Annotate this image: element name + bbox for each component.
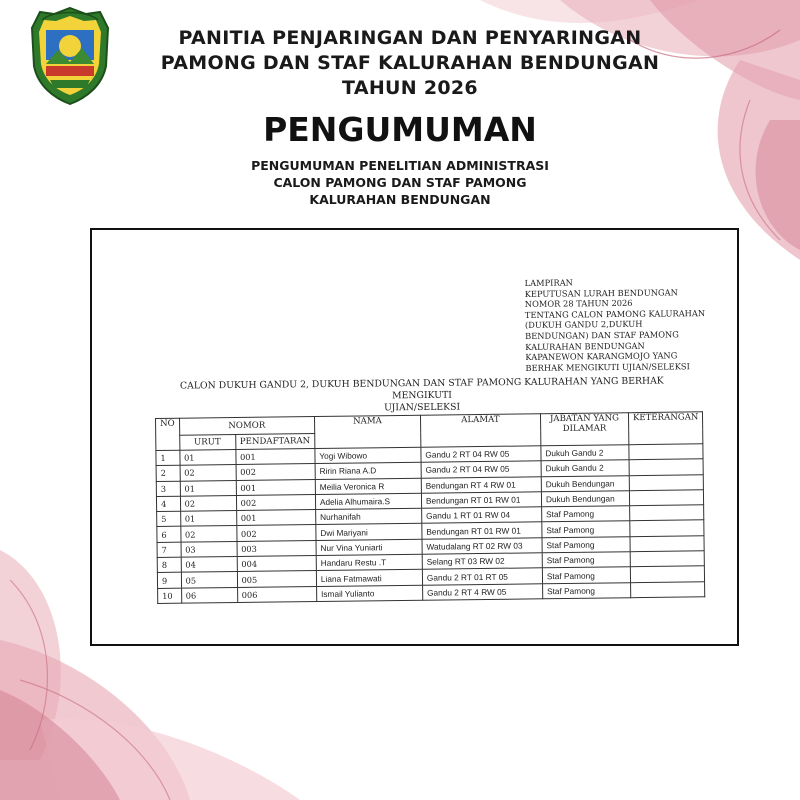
cell-nama: Handaru Restu .T [316, 554, 422, 571]
cell-alamat: Bendungan RT 4 RW 01 [421, 476, 541, 493]
subtitle-line-1: PENGUMUMAN PENELITIAN ADMINISTRASI [251, 158, 549, 173]
cell-nama: Adelia Alhumaira.S [315, 493, 421, 510]
cell-pendaftaran: 002 [236, 525, 315, 541]
cell-keterangan [629, 444, 704, 460]
cell-no: 4 [156, 496, 180, 512]
lampiran-line: BERHAK MENGIKUTI UJIAN/SELEKSI [525, 360, 690, 373]
document-title-line-2: UJIAN/SELEKSI [384, 401, 461, 414]
header-line-1: PANITIA PENJARINGAN DAN PENYARINGAN [178, 27, 642, 49]
subtitle-line-2: CALON PAMONG DAN STAF PAMONG [273, 175, 527, 190]
header-keterangan: KETERANGAN [628, 412, 703, 445]
cell-jabatan: Dukuh Bendungan [541, 475, 629, 491]
cell-pendaftaran: 002 [236, 494, 315, 510]
lampiran-line: TENTANG CALON PAMONG KALURAHAN [524, 307, 706, 320]
cell-alamat: Bendungan RT 01 RW 01 [421, 492, 541, 509]
document-title [152, 375, 692, 417]
cell-urut: 04 [181, 557, 237, 573]
header-nama: NAMA [314, 415, 420, 448]
header-jabatan: JABATAN YANG DILAMAR [540, 413, 628, 446]
cell-pendaftaran: 001 [236, 479, 315, 495]
cell-alamat: Gandu 2 RT 4 RW 05 [422, 583, 542, 600]
cell-keterangan [630, 566, 705, 582]
cell-keterangan [630, 551, 705, 567]
cell-no: 1 [156, 450, 180, 466]
lampiran-block [525, 276, 706, 373]
header-pendaftaran: PENDAFTARAN [235, 434, 314, 450]
lampiran-line: KEPUTUSAN LURAH BENDUNGAN [524, 286, 678, 299]
cell-urut: 03 [181, 541, 237, 557]
cell-pendaftaran: 001 [236, 510, 315, 526]
cell-nama: Nur Vina Yuniarti [316, 539, 422, 556]
cell-urut: 01 [180, 480, 236, 496]
subtitle-line-3: KALURAHAN BENDUNGAN [309, 192, 491, 207]
cell-nama: Dwi Mariyani [316, 524, 422, 541]
cell-no: 7 [157, 542, 181, 558]
header-line-3: TAHUN 2026 [342, 77, 478, 99]
cell-nama: Liana Fatmawati [316, 570, 422, 587]
cell-alamat: Gandu 2 RT 04 RW 05 [421, 446, 541, 463]
document-title-line-1: CALON DUKUH GANDU 2, DUKUH BENDUNGAN DAN STAF PAMONG KALURAHAN YANG BERHAK MENGIKUTI [179, 375, 664, 402]
cell-jabatan: Dukuh Gandu 2 [541, 460, 629, 476]
cell-pendaftaran: 003 [237, 540, 316, 556]
cell-keterangan [630, 520, 705, 536]
cell-pendaftaran: 005 [237, 571, 316, 587]
header-no: NO [156, 418, 180, 450]
cell-no: 9 [157, 573, 181, 589]
cell-jabatan: Dukuh Bendungan [541, 491, 629, 507]
cell-urut: 02 [180, 495, 236, 511]
cell-nama: Ririn Riana A.D [315, 463, 421, 480]
cell-urut: 06 [181, 587, 237, 603]
header-nomor: NOMOR [179, 417, 315, 436]
cell-no: 10 [158, 588, 182, 604]
cell-alamat: Bendungan RT 01 RW 01 [422, 522, 542, 539]
cell-alamat: Watudalang RT 02 RW 03 [422, 538, 542, 555]
cell-nama: Ismail Yulianto [316, 585, 422, 602]
lampiran-line: KAPANEWON KARANGMOJO YANG [525, 350, 678, 363]
cell-nama: Meilia Veronica R [315, 478, 421, 495]
cell-keterangan [629, 490, 704, 506]
cell-urut: 01 [180, 511, 236, 527]
lampiran-line: BENDUNGAN) DAN STAF PAMONG [525, 329, 679, 341]
cell-no: 3 [156, 481, 180, 497]
cell-no: 6 [157, 527, 181, 543]
header-line-2: PAMONG DAN STAF KALURAHAN BENDUNGAN [160, 52, 660, 74]
cell-alamat: Selang RT 03 RW 02 [422, 553, 542, 570]
cell-jabatan: Staf Pamong [542, 567, 630, 583]
cell-pendaftaran: 004 [237, 556, 316, 572]
cell-urut: 02 [180, 526, 236, 542]
header-urut: URUT [179, 435, 235, 451]
cell-urut: 05 [181, 572, 237, 588]
cell-pendaftaran: 002 [236, 464, 315, 480]
candidate-table [155, 411, 706, 604]
cell-pendaftaran: 006 [237, 586, 316, 602]
cell-nama: Yogi Wibowo [315, 447, 421, 464]
cell-keterangan [630, 536, 705, 552]
cell-jabatan: Staf Pamong [542, 521, 630, 537]
lampiran-line: (DUKUH GANDU 2,DUKUH [524, 319, 643, 331]
cell-keterangan [629, 505, 704, 521]
candidate-table-wrapper [155, 411, 706, 604]
header-alamat: ALAMAT [420, 414, 540, 447]
cell-no: 8 [157, 557, 181, 573]
lampiran-line: NOMOR 28 TAHUN 2026 [524, 298, 633, 310]
cell-jabatan: Dukuh Gandu 2 [541, 445, 629, 461]
cell-alamat: Gandu 1 RT 01 RW 04 [422, 507, 542, 524]
cell-nama: Nurhanifah [316, 508, 422, 525]
cell-keterangan [629, 459, 704, 475]
cell-alamat: Gandu 2 RT 04 RW 05 [421, 461, 541, 478]
cell-no: 2 [156, 465, 180, 481]
lampiran-line: LAMPIRAN [524, 277, 573, 288]
cell-jabatan: Staf Pamong [542, 582, 630, 598]
lampiran-line: KALURAHAN BENDUNGAN [525, 340, 645, 352]
cell-jabatan: Staf Pamong [542, 506, 630, 522]
cell-jabatan: Staf Pamong [542, 552, 630, 568]
page-title: PENGUMUMAN [263, 110, 537, 149]
regency-emblem-icon [28, 6, 112, 106]
cell-pendaftaran: 001 [235, 449, 314, 465]
cell-no: 5 [157, 511, 181, 527]
scanned-document [90, 228, 739, 646]
cell-jabatan: Staf Pamong [542, 536, 630, 552]
cell-keterangan [630, 581, 705, 597]
cell-keterangan [629, 474, 704, 490]
cell-urut: 01 [179, 450, 235, 466]
cell-alamat: Gandu 2 RT 01 RT 05 [422, 568, 542, 585]
cell-urut: 02 [180, 465, 236, 481]
